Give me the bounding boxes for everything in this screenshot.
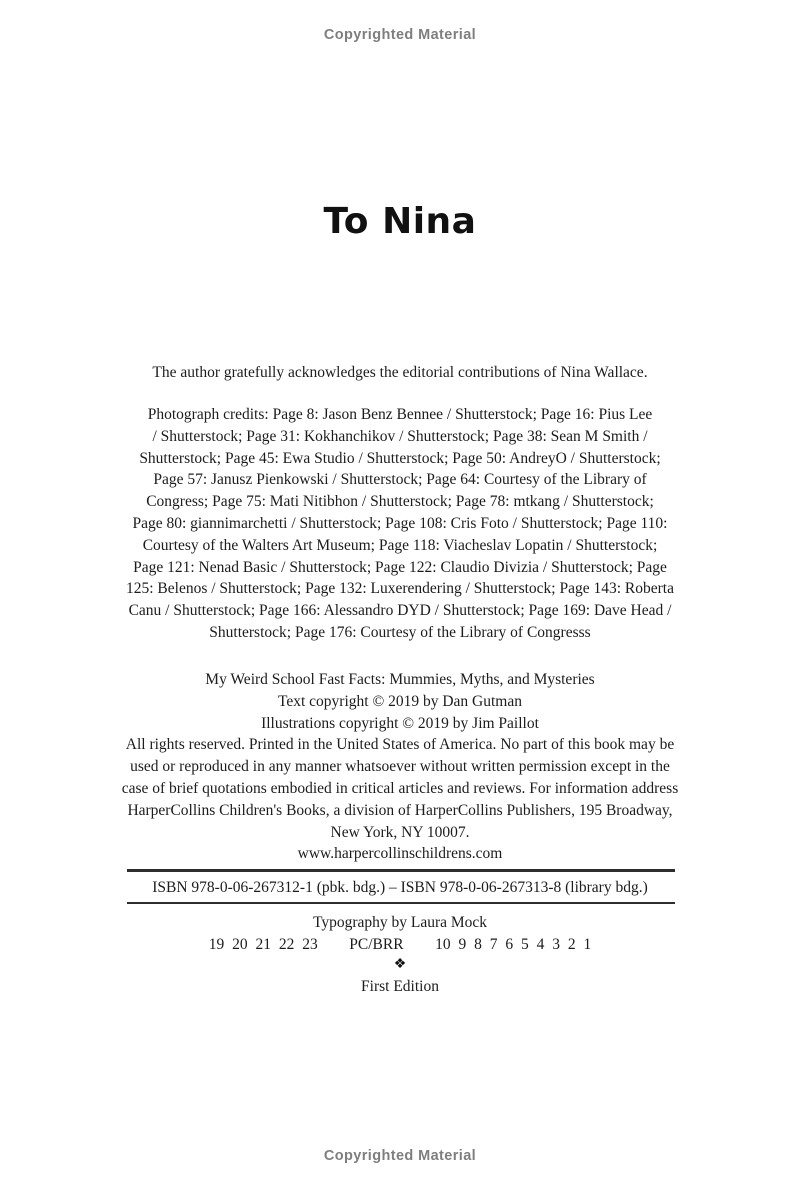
typography-credit: Typography by Laura Mock xyxy=(312,914,488,931)
text-line: Page 80: giannimarchetti / Shutterstock; Page 108: Cris Foto / Shutterstock; Page 110: xyxy=(132,514,668,532)
text-line: Congress; Page 75: Mati Nitibhon / Shutterstock; Page 78: mtkang / Shutterstock; xyxy=(146,493,654,511)
text-line: All rights reserved. Printed in the United States of America. No part of this book may be xyxy=(125,736,675,754)
watermark-top: Copyrighted Material xyxy=(323,27,477,43)
dedication-text: To Nina xyxy=(323,201,477,242)
text-line: My Weird School Fast Facts: Mummies, Myths, and Mysteries xyxy=(205,671,595,688)
text-line: Shutterstock; Page 45: Ewa Studio / Shutterstock; Page 50: AndreyO / Shutterstock; xyxy=(139,449,661,467)
acknowledgment-text: The author gratefully acknowledges the editorial contributions of Nina Wallace. xyxy=(152,364,648,381)
text-line: Courtesy of the Walters Art Museum; Page 118: Viacheslav Lopatin / Shutterstock; xyxy=(142,536,658,554)
text-line: Canu / Shutterstock; Page 166: Alessandro DYD / Shutterstock; Page 169: Dave Head / xyxy=(128,602,672,620)
isbn-rule-top xyxy=(127,869,675,872)
photo-credits-block xyxy=(0,404,800,644)
fleuron-ornament-icon: ❖ xyxy=(393,957,407,972)
text-line: Illustrations copyright © 2019 by Jim Paillot xyxy=(261,714,539,732)
text-line: Photograph credits: Page 8: Jason Benz Bennee / Shutterstock; Page 16: Pius Lee xyxy=(147,406,653,423)
text-line: Text copyright © 2019 by Dan Gutman xyxy=(277,692,522,710)
text-line: Shutterstock; Page 176: Courtesy of the Library of Congresss xyxy=(209,623,591,641)
text-line: www.harpercollinschildrens.com xyxy=(297,845,503,863)
printers-key: 19 20 21 22 23 PC/BRR 10 9 8 7 6 5 4 3 2 1 xyxy=(208,936,592,953)
watermark-bottom: Copyrighted Material xyxy=(323,1148,477,1164)
text-line: Page 57: Janusz Pienkowski / Shutterstock; Page 64: Courtesy of the Library of xyxy=(153,471,647,489)
text-line: case of brief quotations embodied in critical articles and reviews. For information address xyxy=(121,779,679,797)
edition-statement: First Edition xyxy=(361,978,439,995)
text-line: used or reproduced in any manner whatsoever without written permission except in the xyxy=(130,758,670,776)
text-line: / Shutterstock; Page 31: Kokhanchikov / Shutterstock; Page 38: Sean M Smith / xyxy=(152,427,648,445)
copyright-block xyxy=(0,669,800,865)
text-line: 125: Belenos / Shutterstock; Page 132: Luxerendering / Shutterstock; Page 143: Roberta xyxy=(125,580,674,598)
text-line: New York, NY 10007. xyxy=(330,823,470,841)
text-line: HarperCollins Children's Books, a division of HarperCollins Publishers, 195 Broadway, xyxy=(127,801,673,819)
isbn-rule-bottom xyxy=(127,902,675,904)
text-line: Page 121: Nenad Basic / Shutterstock; Page 122: Claudio Divizia / Shutterstock; Page xyxy=(133,558,667,576)
isbn-line: ISBN 978-0-06-267312-1 (pbk. bdg.) – ISBN 978-0-06-267313-8 (library bdg.) xyxy=(152,879,648,896)
